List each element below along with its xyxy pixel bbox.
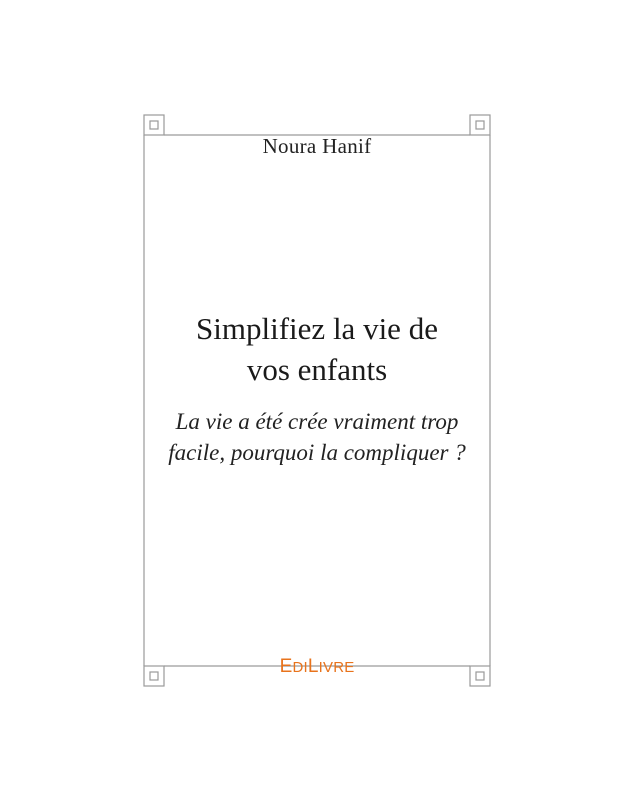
publisher-logo xyxy=(0,656,634,678)
title-line-2: vos enfants xyxy=(246,352,388,387)
subtitle-line-2: facile, pourquoi la compliquer ? xyxy=(168,440,466,465)
book-subtitle xyxy=(0,406,634,468)
publisher-letters-di: DI xyxy=(292,659,308,676)
title-line-1: Simplifiez la vie de xyxy=(196,311,438,346)
author-name: Noura Hanif xyxy=(262,134,372,158)
subtitle-line-1: La vie a été crée vraiment trop xyxy=(175,409,459,434)
book-title xyxy=(0,308,634,390)
publisher-letter-l: L xyxy=(307,656,319,677)
corner-ornament-top-right xyxy=(470,115,490,135)
corner-ornament-top-left xyxy=(144,115,164,135)
publisher-letter-e: E xyxy=(279,656,293,677)
publisher-letters-ivre: IVRE xyxy=(318,659,355,676)
